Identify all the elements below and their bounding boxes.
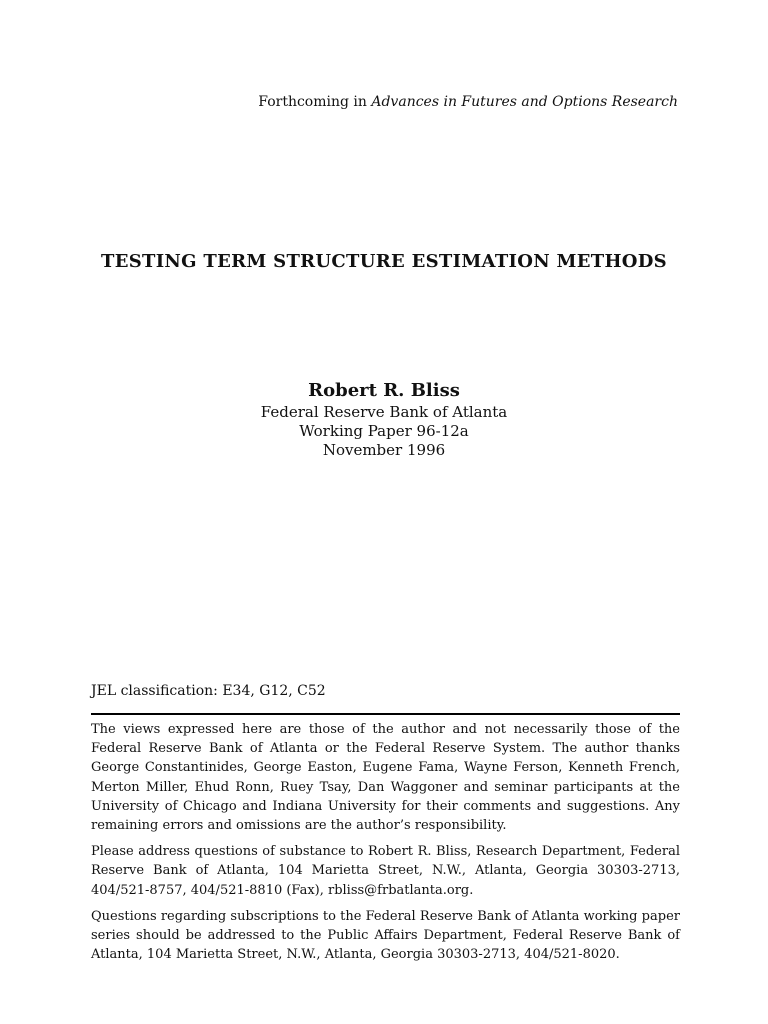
- author-name: Robert R. Bliss: [308, 380, 460, 401]
- paper-title: TESTING TERM STRUCTURE ESTIMATION METHODS: [101, 251, 667, 272]
- footnote-disclaimer: The views expressed here are those of the author and not necessarily those of the Federal Reserve Bank of Atlanta or the Federal Reserve System. The author thanks George Constantinides, George Easton, Eugene Fama, Wayne Ferson, Kenneth French, Merton Miller, Ehud Ronn, Ruey Tsay, Dan Waggoner and seminar participants at the University of Chicago and Indiana University for their comments and suggestions. Any remaining errors and omissions are the author’s responsibility.: [91, 722, 680, 834]
- footnote-rule: [91, 713, 680, 715]
- journal-name: Advances in Futures and Options Research: [371, 94, 678, 110]
- footnote-contact: Please address questions of substance to Robert R. Bliss, Research Department, Federal Reserve Bank of Atlanta, 104 Marietta Street, N.W., Atlanta, Georgia 30303-2713, 404/521-8757, 404/521-8810 (Fax), rbliss@frbatlanta.org.: [91, 844, 680, 898]
- forthcoming-prefix: Forthcoming in: [258, 94, 372, 110]
- paper-date: November 1996: [322, 441, 446, 459]
- author-affiliation: Federal Reserve Bank of Atlanta: [260, 403, 508, 421]
- forthcoming-note: [258, 94, 678, 110]
- footnotes: [91, 720, 680, 971]
- jel-classification: JEL classification: E34, G12, C52: [91, 683, 326, 699]
- author-block: [0, 379, 768, 460]
- working-paper-number: Working Paper 96-12a: [299, 422, 469, 440]
- footnote-subscriptions: Questions regarding subscriptions to the Federal Reserve Bank of Atlanta working paper series should be addressed to the Public Affairs Department, Federal Reserve Bank of Atlanta, 104 Marietta Street, N.W., Atlanta, Georgia 30303-2713, 404/521-8020.: [91, 908, 680, 963]
